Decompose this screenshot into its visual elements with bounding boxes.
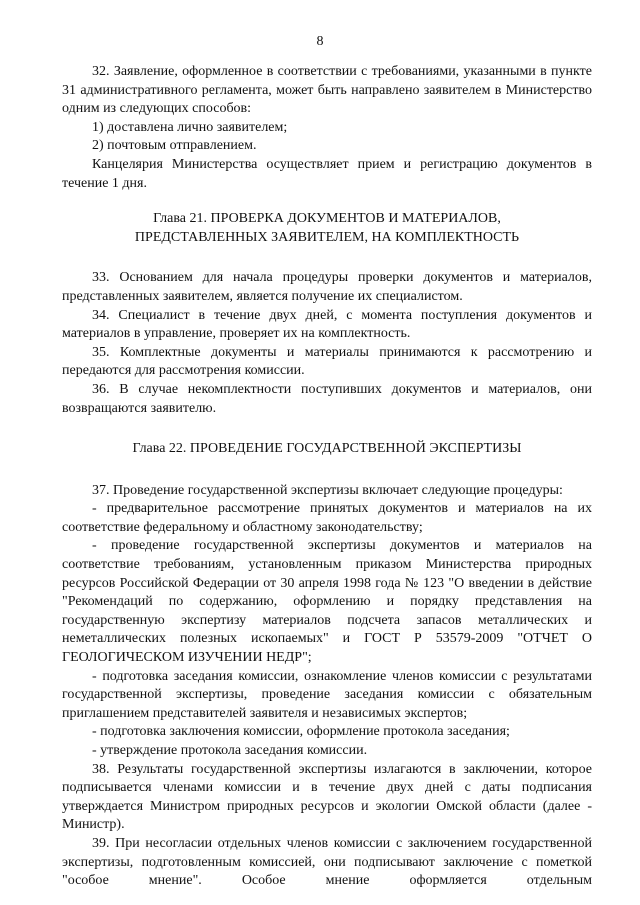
paragraph-33: 33. Основанием для начала процедуры проверки документов и материалов, представленных заявителем, является получение их специалистом. (62, 270, 592, 304)
paragraph-39: 39. При несогласии отдельных членов комиссии с заключением государственной экспертизы, подготовленным комиссией, они подписывают заключение с пометкой "особое мнение". Особое мнение оформляется отдельным (62, 835, 592, 889)
list-item-2: 2) почтовым отправлением. (92, 138, 257, 154)
bullet-conclusion: - подготовка заключения комиссии, оформление протокола заседания; (92, 724, 510, 740)
bullet-preliminary-review: - предварительное рассмотрение принятых документов и материалов на их соответствие федеральному и областному законодательству; (62, 501, 592, 535)
chapter-22-heading: Глава 22. ПРОВЕДЕНИЕ ГОСУДАРСТВЕННОЙ ЭКСПЕРТИЗЫ (132, 441, 522, 457)
paragraph-32: 32. Заявление, оформленное в соответствии с требованиями, указанными в пункте 31 административного регламента, может быть направлено заявителем в Министерство одним из следующих способов: (62, 64, 592, 117)
bullet-expertise-end: ГЕОЛОГИЧЕСКОМ ИЗУЧЕНИИ НЕДР"; (62, 650, 312, 666)
chancellery-paragraph: Канцелярия Министерства осуществляет прием и регистрацию документов в течение 1 дня. (62, 156, 592, 191)
paragraph-35: 35. Комплектные документы и материалы принимаются к рассмотрению и передаются для рассмотрения комиссии. (62, 344, 592, 379)
paragraph-34: 34. Специалист в течение двух дней, с момента поступления документов и материалов в управление, проверяет их на комплектность. (62, 307, 592, 342)
chapter-21-title-line2: ПРЕДСТАВЛЕННЫХ ЗАЯВИТЕЛЕМ, НА КОМПЛЕКТНОСТЬ (134, 229, 520, 245)
list-item-1: 1) доставлена лично заявителем; (92, 119, 288, 135)
bullet-approval: - утверждение протокола заседания комиссии. (92, 743, 368, 758)
paragraph-37: 37. Проведение государственной экспертизы включает следующие процедуры: (92, 482, 563, 498)
document-body (62, 63, 592, 891)
bullet-expertise: - проведение государственной экспертизы документов и материалов на соответствие требованиям, установленным приказом Министерства природных ресурсов Российской Федерации от 30 апреля 1998 года № 123 "О введении в действие "Рекомендаций по содержанию, оформлению и порядку представления на государственную экспертизу материалов подсчета запасов металлических и неметаллических полезных ископаемых" и ГОСТ Р 53579-2009 "ОТЧЕТ О (62, 538, 592, 647)
paragraph-38: 38. Результаты государственной экспертизы излагаются в заключении, которое подписывается членами комиссии и в течение двух дней с даты подписания утверждается Министром природных ресурсов и экологии Омской области (далее - Министр). (62, 761, 592, 833)
bullet-meeting-preparation: - подготовка заседания комиссии, ознакомление членов комиссии с результатами государственной экспертизы, проведение заседания комиссии с обязательным приглашением представителей заявителя и независимых экспертов; (62, 668, 592, 721)
chapter-21-heading (62, 210, 592, 247)
chapter-21-title-line1: Глава 21. ПРОВЕРКА ДОКУМЕНТОВ И МАТЕРИАЛОВ, (153, 211, 501, 227)
paragraph-36: 36. В случае некомплектности поступивших документов и материалов, они возвращаются заявителю. (62, 381, 592, 416)
page-number: 8 (316, 34, 324, 49)
